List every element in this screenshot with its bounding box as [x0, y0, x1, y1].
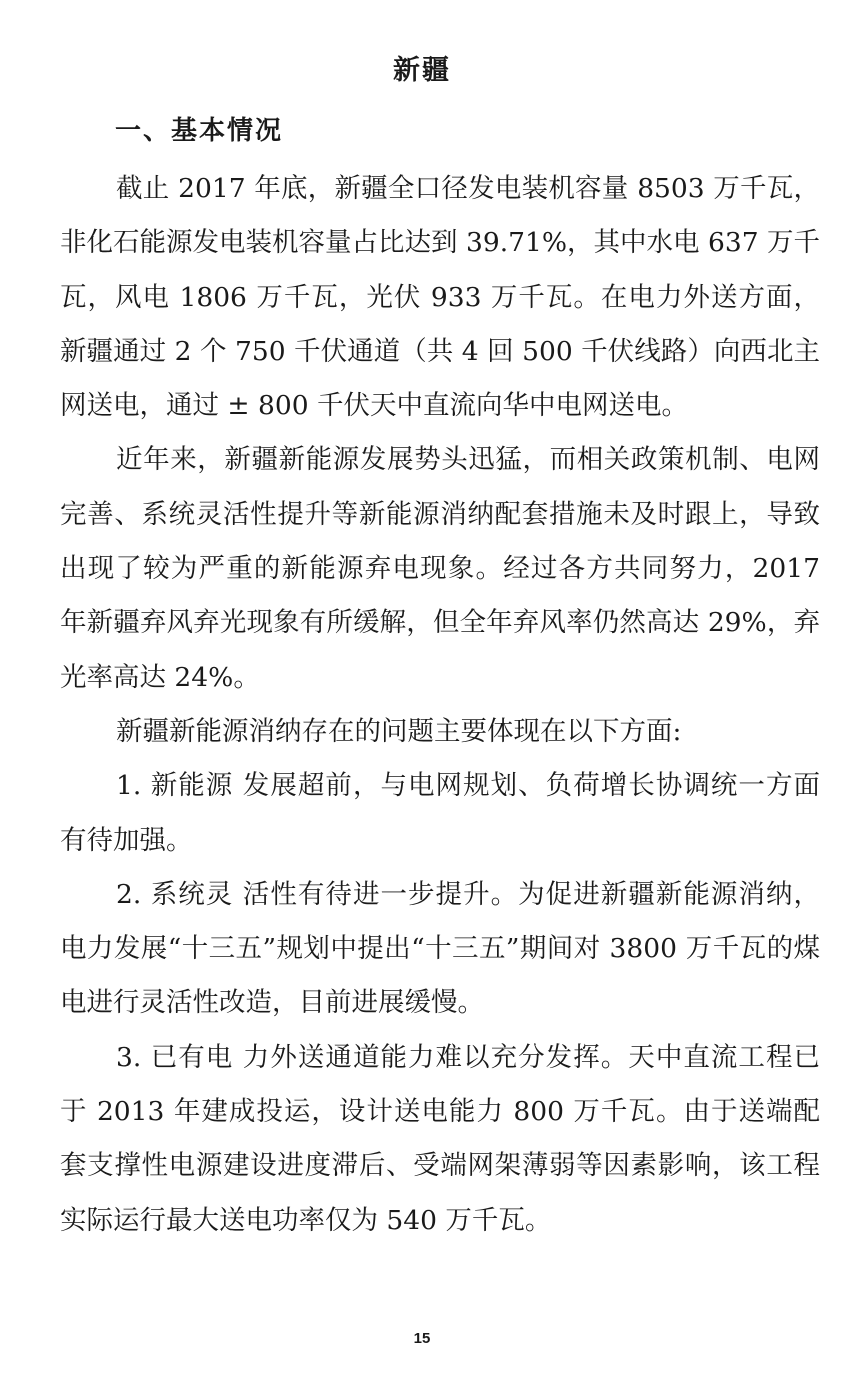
paragraph-issues-intro: 新疆新能源消纳存在的问题主要体现在以下方面:: [116, 715, 682, 747]
paragraph-issue-1: 1. 新能源 发展超前，与电网规划、负荷增长协调统一方面有待加强。: [60, 770, 820, 856]
page-number: 15: [413, 1330, 431, 1347]
paragraph-issue-3: 3. 已有电 力外送通道能力难以充分发挥。天中直流工程已于 2013 年建成投运，设计送电能力 800 万千瓦。由于送端配套支撑性电源建设进度滞后、受端网架薄弱等因素影响，该工程实际运行最大送电功率仅为 540 万千瓦。: [60, 1041, 820, 1236]
section-heading: 一、基本情况: [115, 116, 284, 146]
paragraph-curtailment: 近年来，新疆新能源发展势头迅猛，而相关政策机制、电网完善、系统灵活性提升等新能源消纳配套措施未及时跟上，导致出现了较为严重的新能源弃电现象。经过各方共同努力，2017 年新疆弃风弃光现象有所缓解，但全年弃风率仍然高达 29%，弃光率高达 24%。: [60, 444, 820, 693]
page-title: 新疆: [393, 55, 451, 86]
document-body: [60, 162, 820, 1248]
paragraph-issue-2: 2. 系统灵 活性有待进一步提升。为促进新疆新能源消纳，电力发展“十三五”规划中提出“十三五”期间对 3800 万千瓦的煤电进行灵活性改造，目前进展缓慢。: [60, 878, 820, 1019]
paragraph-installed-capacity: 截止 2017 年底，新疆全口径发电装机容量 8503 万千瓦，非化石能源发电装机容量占比达到 39.71%，其中水电 637 万千瓦，风电 1806 万千瓦，光伏 933 万千瓦。在电力外送方面，新疆通过 2 个 750 千伏通道（共 4 回 500 千伏线路）向西北主网送电，通过 ± 800 千伏天中直流向华中电网送电。: [60, 173, 820, 422]
